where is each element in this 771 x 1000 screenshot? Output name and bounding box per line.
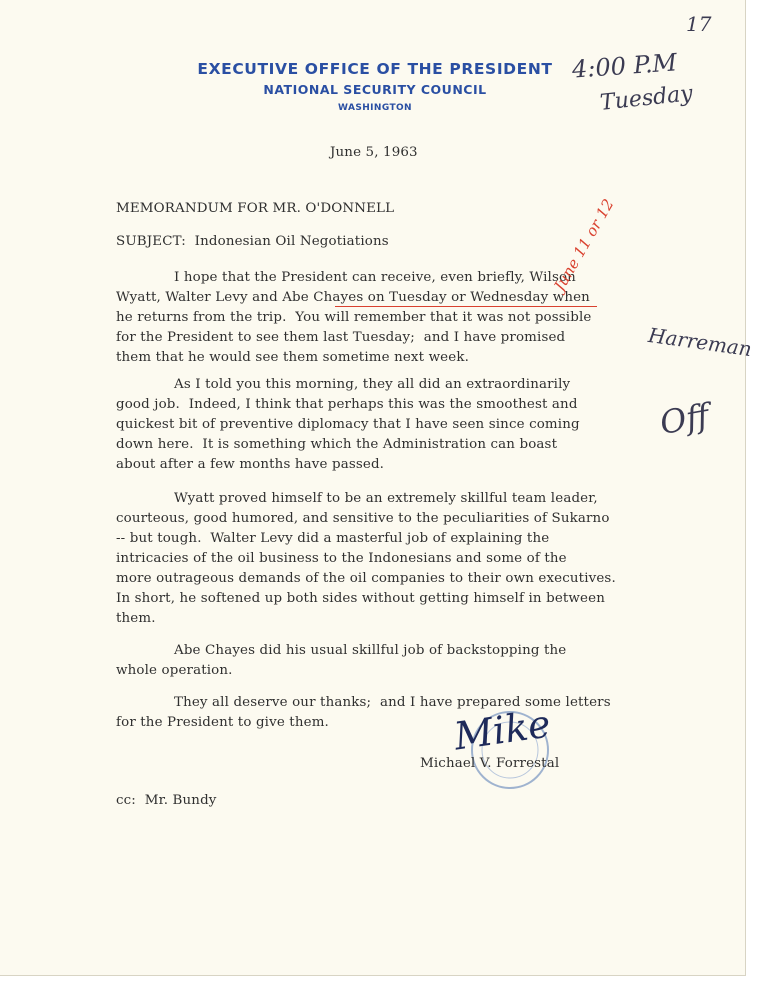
paragraph-line: more outrageous demands of the oil companies to their own executives. [116,571,616,586]
cc-line: cc: Mr. Bundy [116,793,217,808]
red-underline [335,306,597,307]
letterhead-city: WASHINGTON [338,103,412,113]
handwritten-page-number: 17 [686,12,712,36]
paragraph-line: he returns from the trip. You will remember that it was not possible [116,310,592,325]
paragraph-line: Abe Chayes did his usual skillful job of backstopping the [174,643,567,658]
paragraph-line: courteous, good humored, and sensitive to the peculiarities of Sukarno [116,511,610,526]
paragraph-line: In short, he softened up both sides without getting himself in between [116,591,605,606]
signature-name: Michael V. Forrestal [420,756,560,771]
paragraph-line: them. [116,611,156,626]
memo-recipient: MEMORANDUM FOR MR. O'DONNELL [116,201,395,216]
paragraph-line: down here. It is something which the Administration can boast [116,437,558,452]
letterhead-title: EXECUTIVE OFFICE OF THE PRESIDENT [197,60,553,78]
paragraph-line: quickest bit of preventive diplomacy that I have seen since coming [116,417,580,432]
paragraph-line: for the President to give them. [116,715,329,730]
paragraph-line: As I told you this morning, they all did an extraordinarily [174,377,571,392]
memo-subject: SUBJECT: Indonesian Oil Negotiations [116,234,389,249]
handwritten-margin-name: Harreman [646,322,754,362]
paragraph-line: them that he would see them sometime next week. [116,350,470,365]
paragraph-line: for the President to see them last Tuesday; and I have promised [116,330,566,345]
paragraph-line: good job. Indeed, I think that perhaps this was the smoothest and [116,397,578,412]
paragraph-line: They all deserve our thanks; and I have prepared some letters [174,695,611,710]
paragraph-line: Wyatt proved himself to be an extremely skillful team leader, [174,491,598,506]
paragraph-line: intricacies of the oil business to the Indonesians and some of the [116,551,567,566]
paragraph-line: -- but tough. Walter Levy did a masterful job of explaining the [116,531,550,546]
handwritten-time: 4:00 P.M [571,48,678,84]
paragraph-line: about after a few months have passed. [116,457,385,472]
memo-date: June 5, 1963 [330,145,418,160]
paragraph-line: I hope that the President can receive, even briefly, Wilson [174,270,576,285]
paragraph-line: Wyatt, Walter Levy and Abe Chayes on Tuesday or Wednesday when [116,290,590,305]
paragraph-line: whole operation. [116,663,233,678]
handwritten-day: Tuesday [598,81,694,116]
handwritten-red-date: June 11 or 12 [550,195,618,294]
handwritten-signature: Mike [451,701,554,759]
handwritten-margin-initials: Off [657,396,712,442]
letterhead-council: NATIONAL SECURITY COUNCIL [263,82,487,97]
